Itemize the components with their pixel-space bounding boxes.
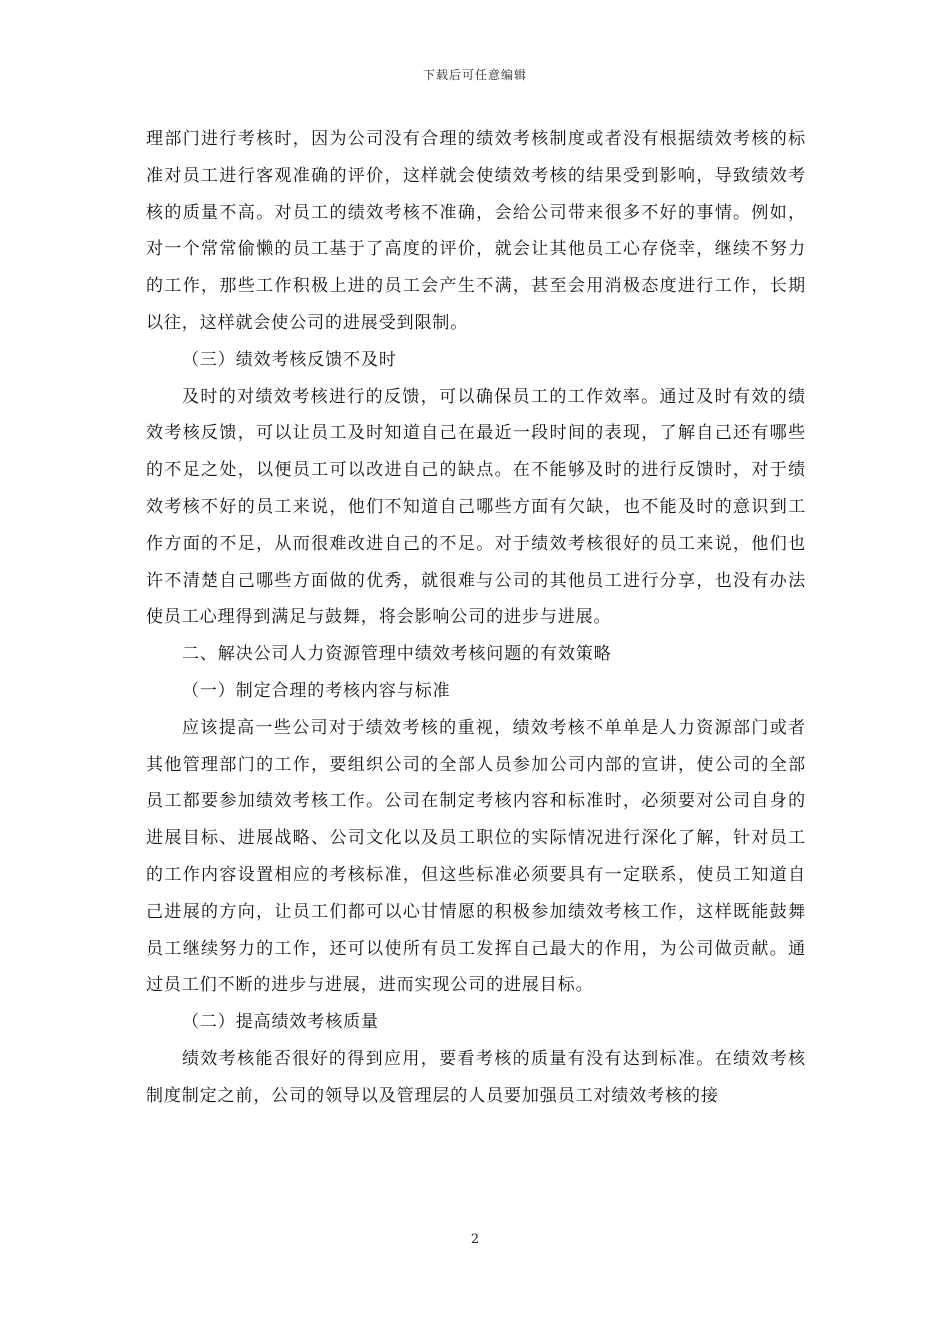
paragraph-quality: 绩效考核能否很好的得到应用，要看考核的质量有没有达到标准。在绩效考核制度制定之前，公司的领导以及管理层的人员要加强员工对绩效考核的接 <box>146 1048 806 1106</box>
section-heading-2: 二、解决公司人力资源管理中绩效考核问题的有效策略 <box>182 644 612 665</box>
subsection-heading-3: （三）绩效考核反馈不及时 <box>182 349 397 370</box>
page-number: 2 <box>470 1232 480 1247</box>
paragraph-feedback: 及时的对绩效考核进行的反馈，可以确保员工的工作效率。通过及时有效的绩效考核反馈，可以让员工及时知道自己在最近一段时间的表现，了解自己还有哪些的不足之处，以便员工可以改进自己的缺点。在不能够及时的进行反馈时，对于绩效考核不好的员工来说，他们不知道自己哪些方面有欠缺，也不能及时的意识到工作方面的不足，从而很难改进自己的不足。对于绩效考核很好的员工来说，他们也许不清楚自己哪些方面做的优秀，就很难与公司的其他员工进行分享，也没有办法使员工心理得到满足与鼓舞，将会影响公司的进步与进展。 <box>146 386 806 628</box>
continued-paragraph: 理部门进行考核时，因为公司没有合理的绩效考核制度或者没有根据绩效考核的标准对员工进行客观准确的评价，这样就会使绩效考核的结果受到影响，导致绩效考核的质量不高。对员工的绩效考核不准确，会给公司带来很多不好的事情。例如，对一个常常偷懒的员工基于了高度的评价，就会让其他员工心存侥幸，继续不努力的工作，那些工作积极上进的员工会产生不满，甚至会用消极态度进行工作，长期以往，这样就会使公司的进展受到限制。 <box>146 129 806 333</box>
subsection-heading-1: （一）制定合理的考核内容与标准 <box>182 680 451 701</box>
document-body <box>146 121 806 1115</box>
page-header: 下载后可任意编辑 <box>422 68 527 82</box>
subsection-heading-2: （二）提高绩效考核质量 <box>182 1012 379 1033</box>
paragraph-standards: 应该提高一些公司对于绩效考核的重视，绩效考核不单单是人力资源部门或者其他管理部门的工作，要组织公司的全部人员参加公司内部的宣讲，使公司的全部员工都要参加绩效考核工作。公司在制定考核内容和标准时，必须要对公司自身的进展目标、进展战略、公司文化以及员工职位的实际情况进行深化了解，针对员工的工作内容设置相应的考核标准，但这些标准必须要具有一定联系，使员工知道自己进展的方向，让员工们都可以心甘情愿的积极参加绩效考核工作，这样既能鼓舞员工继续努力的工作，还可以使所有员工发挥自己最大的作用，为公司做贡献。通过员工们不断的进步与进展，进而实现公司的进展目标。 <box>146 717 806 996</box>
